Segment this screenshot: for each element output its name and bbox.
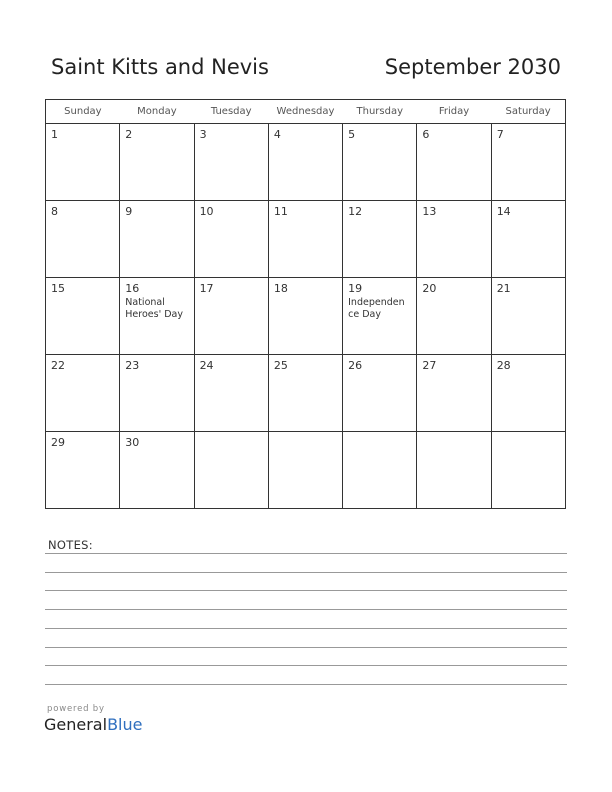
day-cell: [417, 201, 491, 278]
day-number: 23: [125, 359, 140, 372]
day-number: 10: [199, 205, 214, 218]
powered-by-text: powered by: [47, 704, 105, 714]
day-cell: [417, 432, 491, 509]
day-cell: [343, 201, 417, 278]
day-cell: [343, 432, 417, 509]
week-row: [46, 124, 566, 201]
day-number: 2: [125, 128, 133, 141]
note-line: [45, 647, 567, 648]
note-line: [45, 609, 567, 610]
day-cell: [46, 124, 120, 201]
day-number: 22: [51, 359, 65, 372]
day-number: 7: [496, 128, 504, 141]
day-number: 16: [125, 282, 140, 295]
day-cell: [46, 355, 120, 432]
day-number: 24: [199, 359, 214, 372]
day-cell: [46, 201, 120, 278]
day-cell: [268, 355, 342, 432]
weekday-friday: Friday: [417, 100, 491, 124]
day-cell: [417, 355, 491, 432]
day-cell: [491, 355, 565, 432]
calendar-country-title: Saint Kitts and Nevis: [51, 55, 269, 79]
day-number: 26: [348, 359, 363, 372]
day-cell: [194, 432, 268, 509]
day-number: 29: [51, 436, 65, 449]
day-number: 5: [348, 128, 356, 141]
day-number: 12: [348, 205, 363, 218]
day-number: 6: [422, 128, 430, 141]
day-cell: [194, 278, 268, 355]
day-number: 14: [496, 205, 511, 218]
week-row: [46, 201, 566, 278]
day-number: 20: [422, 282, 437, 295]
day-number: 25: [273, 359, 288, 372]
note-line: [45, 590, 567, 591]
day-cell: [120, 124, 194, 201]
brand-general: General: [44, 715, 108, 734]
day-cell: [46, 278, 120, 355]
brand-name: [44, 715, 142, 734]
note-line: [45, 628, 567, 629]
day-cell: [491, 124, 565, 201]
day-cell: [491, 278, 565, 355]
day-number: 21: [496, 282, 511, 295]
day-cell: [343, 278, 417, 355]
day-cell: [417, 278, 491, 355]
day-cell: [268, 201, 342, 278]
day-cell: [491, 201, 565, 278]
weekday-wednesday: Wednesday: [268, 100, 342, 124]
note-line: [45, 572, 567, 573]
day-number: 17: [199, 282, 214, 295]
day-cell: [491, 432, 565, 509]
calendar-month-title: September 2030: [384, 55, 561, 79]
day-cell: [194, 355, 268, 432]
brand-blue: Blue: [107, 715, 143, 734]
note-line: [45, 665, 567, 666]
day-cell: [268, 432, 342, 509]
weekday-thursday: Thursday: [343, 100, 417, 124]
week-row: [46, 278, 566, 355]
day-cell: [194, 124, 268, 201]
day-number: 30: [125, 436, 140, 449]
day-cell: [120, 201, 194, 278]
weekday-header-row: [46, 100, 566, 124]
weekday-tuesday: Tuesday: [194, 100, 268, 124]
calendar-grid: [45, 99, 566, 509]
day-number: 8: [51, 205, 58, 218]
day-number: 9: [125, 205, 133, 218]
weekday-monday: Monday: [120, 100, 194, 124]
day-cell: [46, 432, 120, 509]
weekday-sunday: Sunday: [46, 100, 120, 124]
day-number: 19: [348, 282, 363, 295]
day-number: 15: [51, 282, 65, 295]
day-cell: [343, 124, 417, 201]
weekday-saturday: Saturday: [491, 100, 565, 124]
holiday-label: National Heroes' Day: [125, 297, 183, 320]
notes-label: NOTES:: [48, 538, 93, 552]
day-number: 3: [199, 128, 207, 141]
holiday-label: Independen ce Day: [348, 297, 405, 320]
day-number: 28: [496, 359, 511, 372]
day-cell: [120, 432, 194, 509]
day-cell: [120, 355, 194, 432]
day-number: 4: [273, 128, 281, 141]
note-line: [45, 684, 567, 685]
week-row: [46, 355, 566, 432]
day-cell: [343, 355, 417, 432]
day-cell: [417, 124, 491, 201]
day-cell: [120, 278, 194, 355]
day-number: 13: [422, 205, 437, 218]
day-cell: [268, 124, 342, 201]
day-cell: [268, 278, 342, 355]
day-cell: [194, 201, 268, 278]
day-number: 18: [273, 282, 288, 295]
day-number: 27: [422, 359, 437, 372]
day-number: 1: [51, 128, 58, 141]
day-number: 11: [273, 205, 288, 218]
note-line: [45, 553, 567, 554]
week-row: [46, 432, 566, 509]
generalblue-logo: [44, 704, 142, 734]
